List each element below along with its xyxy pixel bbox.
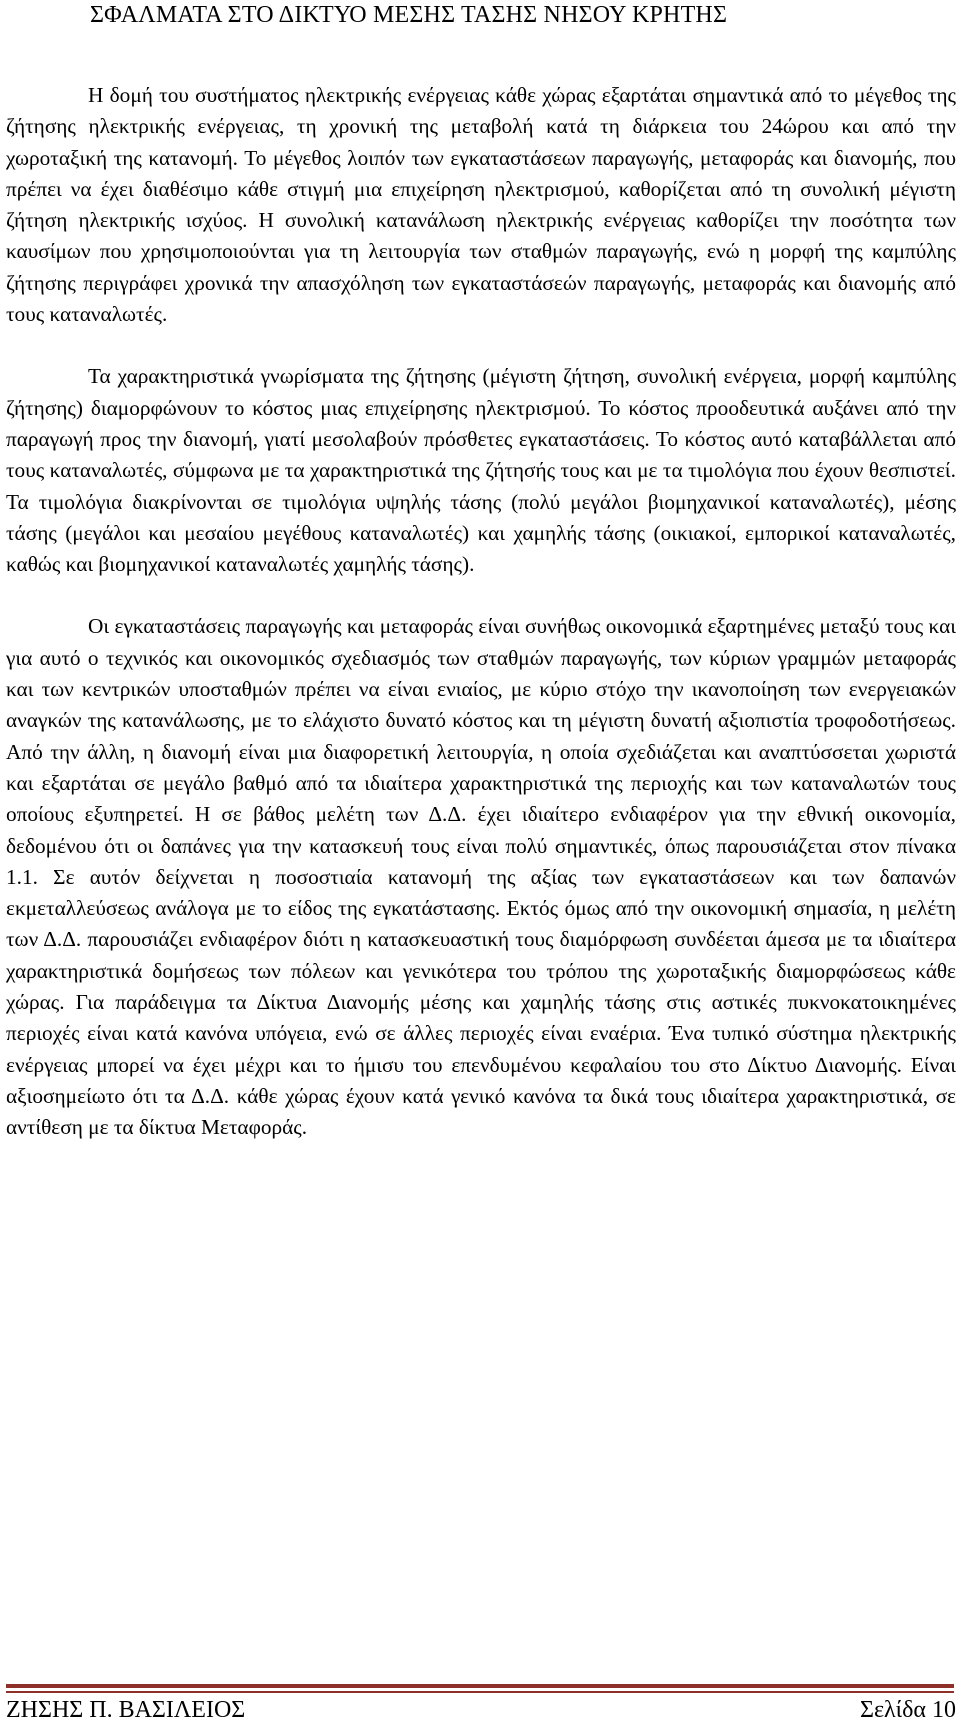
paragraph-1: Η δομή του συστήματος ηλεκτρικής ενέργειας κάθε χώρας εξαρτάται σημαντικά από το μέγεθος της ζήτησης ηλεκτρικής ενέργειας, τη χρονική της μεταβολή κατά τη διάρκεια του 24ώρου και από την χωροταξική της κατανομή. Το μέγεθος λοιπόν των εγκαταστάσεων παραγωγής, μεταφοράς και διανομής, που πρέπει να έχει διαθέσιμο κάθε στιγμή μια επιχείρηση ηλεκτρισμού, καθορίζεται από τη συνολική μέγιστη ζήτηση ηλεκτρικής ισχύος. Η συνολική κατανάλωση ηλεκτρικής ενέργειας καθορίζει την ποσότητα των καυσίμων που χρησιμοποιούνται για τη λειτουργία των σταθμών παραγωγής, ενώ η μορφή της καμπύλης ζήτησης περιγράφει χρονικά την απασχόληση των εγκαταστάσεών παραγωγής, μεταφοράς και διανομής από τους καταναλωτές. (6, 83, 956, 327)
paragraph-3: Οι εγκαταστάσεις παραγωγής και μεταφοράς είναι συνήθως οικονομικά εξαρτημένες μεταξύ τους και για αυτό ο τεχνικός και οικονομικός σχεδιασμός των σταθμών παραγωγής, των κύριων γραμμών μεταφοράς και των κεντρικών υποσταθμών πρέπει να είναι ενιαίος, με κύριο στόχο την ικανοποίηση των ενεργειακών αναγκών της κατανάλωσης, με το ελάχιστο δυνατό κόστος και τη μέγιστη δυνατή αξιοπιστία τροφοδοτήσεως. Από την άλλη, η διανομή είναι μια διαφορετική λειτουργία, η οποία σχεδιάζεται και αναπτύσσεται χωριστά και εξαρτάται σε μεγάλο βαθμό από τα ιδιαίτερα χαρακτηριστικά της περιοχής και των καταναλωτών τους οποίους εξυπηρετεί. Η σε βάθος μελέτη των Δ.Δ. έχει ιδιαίτερο ενδιαφέρον για την εθνική οικονομία, δεδομένου ότι οι δαπάνες για την κατασκευή τους είναι πολύ σημαντικές, όπως παρουσιάζεται στον πίνακα 1.1. Σε αυτόν δείχνεται η ποσοστιαία κατανομή της αξίας των εγκαταστάσεων και των δαπανών εκμεταλλεύσεως ανάλογα με το είδος της εγκατάστασης. Εκτός όμως από την οικονομική σημασία, η μελέτη των Δ.Δ. παρουσιάζει ενδιαφέρον διότι η κατασκευαστική τους διαμόρφωση συνδέεται άμεσα με τα ιδιαίτερα χαρακτηριστικά δομήσεως των πόλεων και γενικότερα του τρόπου της χωροταξικής διαμορφώσεως κάθε χώρας. Για παράδειγμα τα Δίκτυα Διανομής μέσης και χαμηλής τάσης στις αστικές πυκνοκατοικημένες περιοχές είναι κατά κανόνα υπόγεια, ενώ σε άλλες περιοχές είναι εναέρια. Ένα τυπικό σύστημα ηλεκτρικής ενέργειας μπορεί να έχει μέχρι και το ήμισυ του επενδυμένου κεφαλαίου του στο Δίκτυο Διανομής. Είναι αξιοσημείωτο ότι τα Δ.Δ. κάθε χώρας έχουν κατά γενικό κανόνα τα δικά τους ιδιαίτερα χαρακτηριστικά, σε αντίθεση με τα δίκτυα Μεταφοράς. (6, 614, 956, 1140)
footer-divider-thin (6, 1691, 954, 1693)
document-body (6, 80, 956, 1144)
page-number: Σελίδα 10 (859, 1697, 956, 1723)
page-header-title: ΣΦΑΛΜΑΤΑ ΣΤΟ ΔΙΚΤΥΟ ΜΕΣΗΣ ΤΑΣΗΣ ΝΗΣΟΥ ΚΡΗΤΗΣ (90, 2, 728, 28)
footer-divider-thick (6, 1684, 954, 1688)
footer-author: ΖΗΣΗΣ Π. ΒΑΣΙΛΕΙΟΣ (6, 1697, 246, 1723)
paragraph-2: Τα χαρακτηριστικά γνωρίσματα της ζήτησης (μέγιστη ζήτηση, συνολική ενέργεια, μορφή καμπύλης ζήτησης) διαμορφώνουν το κόστος μιας επιχείρησης ηλεκτρισμού. Το κόστος προοδευτικά αυξάνει από την παραγωγή προς την διανομή, γιατί μεσολαβούν πρόσθετες εγκαταστάσεις. Το κόστος αυτό καταβάλλεται από τους καταναλωτές, σύμφωνα με τα χαρακτηριστικά της ζήτησής τους και με τα τιμολόγια που έχουν θεσπιστεί. Τα τιμολόγια διακρίνονται σε τιμολόγια υψηλής τάσης (πολύ μεγάλοι βιομηχανικοί καταναλωτές), μέσης τάσης (μεγάλοι και μεσαίου μεγέθους καταναλωτές) και χαμηλής τάσης (οικιακοί, εμπορικοί καταναλωτές, καθώς και βιομηχανικοί καταναλωτές χαμηλής τάσης). (6, 364, 956, 577)
